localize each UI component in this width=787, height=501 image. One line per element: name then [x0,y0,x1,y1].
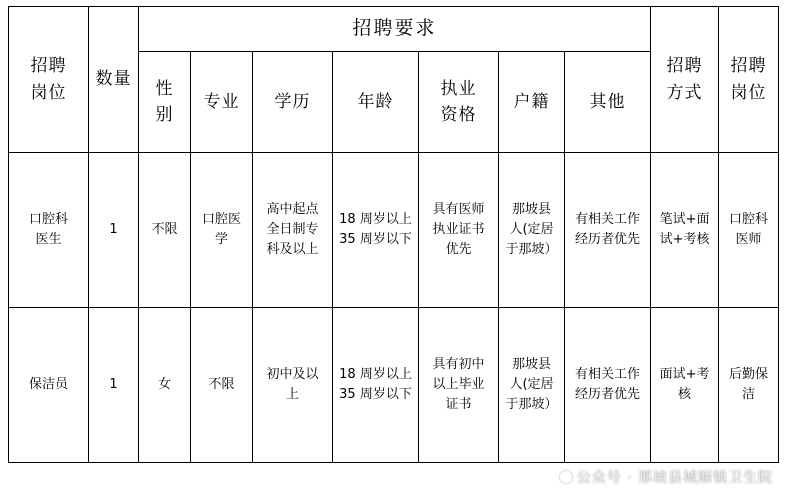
header-cell-post-title [719,7,779,153]
header-line: 学历 [274,91,311,112]
watermark [560,467,773,487]
cell-other [565,153,651,308]
cell-line: 证书 [445,397,472,413]
cell-line: 全日制专 [266,221,319,237]
cell-line: 35 周岁以下 [339,387,412,402]
cell-line: 不限 [151,221,178,237]
cell-line: 有相关工作 [575,366,641,382]
header-line: 数量 [95,69,132,90]
cell-line: 医师 [735,232,762,247]
cell-line: 科及以上 [266,242,319,258]
cell-line: 医生 [35,232,62,247]
cell-line: 洁 [742,387,756,402]
cell-line: 学 [214,232,228,247]
cell-line: 优先 [445,242,472,258]
cell-count [89,308,139,463]
cell-education [253,153,333,308]
header-cell-gender [139,52,191,153]
cell-education [253,308,333,463]
cell-post [9,308,89,463]
header-cell-household [499,52,565,153]
recruitment-table [8,6,779,463]
cell-age [333,153,419,308]
cell-line: 女 [157,376,171,392]
header-line: 招聘 [730,56,767,77]
header-line: 岗位 [730,82,767,103]
cell-line: 笔试+面 [659,211,710,227]
cell-line: 高中起点 [266,201,319,217]
cell-qualification [419,153,499,308]
cell-line: 有相关工作 [575,211,641,227]
header-line: 方式 [666,82,703,103]
header-cell-education [253,52,333,153]
cell-line: 于那坡） [505,242,558,258]
cell-line: 1 [109,376,118,392]
cell-line: 口腔医 [201,211,241,227]
cell-gender [139,153,191,308]
header-line: 资格 [440,105,477,125]
header-line: 招聘 [30,56,67,77]
cell-line: 于那坡） [505,397,558,413]
cell-post-title [719,153,779,308]
table-row [9,153,779,308]
header-cell-qualification [419,52,499,153]
header-line: 专业 [203,91,240,112]
cell-line: 35 周岁以下 [339,232,412,247]
cell-method [651,153,719,308]
cell-line: 面试+考 [659,366,710,382]
cell-line: 具有医师 [432,201,485,217]
header-cell-count [89,7,139,153]
cell-line: 人(定居 [509,376,554,392]
cell-line: 执业证书 [432,221,485,237]
wechat-account-icon [560,471,572,483]
cell-post [9,153,89,308]
header-line: 岗位 [30,82,67,103]
watermark-text: 公众号 · 那坡县城厢镇卫生院 [576,470,773,486]
cell-line: 初中及以 [266,366,319,382]
cell-household [499,308,565,463]
cell-line: 不限 [208,376,235,392]
header-cell-requirements-group: 招聘要求 [139,7,651,52]
cell-line: 18 周岁以上 [339,366,412,382]
cell-line: 那坡县 [511,356,551,372]
cell-line: 核 [678,387,692,402]
cell-line: 后勤保 [729,366,769,382]
header-cell-post [9,7,89,153]
cell-line: 口腔科 [729,211,769,227]
cell-line: 试+考核 [659,232,710,247]
cell-line: 以上毕业 [432,376,485,392]
cell-gender [139,308,191,463]
header-line: 户籍 [513,91,550,112]
cell-line: 那坡县 [511,201,551,217]
cell-line: 经历者优先 [575,387,641,402]
header-cell-other [565,52,651,153]
cell-line: 口腔科 [28,211,68,227]
cell-count [89,153,139,308]
cell-qualification [419,308,499,463]
header-cell-major [191,52,253,153]
header-cell-method [651,7,719,153]
cell-line: 经历者优先 [575,232,641,247]
header-line: 其他 [589,91,626,112]
cell-line: 上 [285,387,299,402]
cell-line: 保洁员 [28,376,68,392]
cell-line: 具有初中 [432,356,485,372]
header-line: 年龄 [357,91,394,112]
header-line: 性 [155,78,174,99]
cell-method [651,308,719,463]
cell-major [191,308,253,463]
cell-household [499,153,565,308]
cell-age [333,308,419,463]
cell-major [191,153,253,308]
header-line: 别 [155,105,174,125]
header-line: 执业 [440,78,477,99]
header-cell-age [333,52,419,153]
cell-post-title [719,308,779,463]
cell-other [565,308,651,463]
table-row [9,308,779,463]
header-line: 招聘 [666,56,703,77]
recruitment-table-container [8,6,778,463]
table-row-group-header [9,7,779,52]
cell-line: 人(定居 [509,221,554,237]
cell-line: 1 [109,221,118,237]
cell-line: 18 周岁以上 [339,211,412,227]
